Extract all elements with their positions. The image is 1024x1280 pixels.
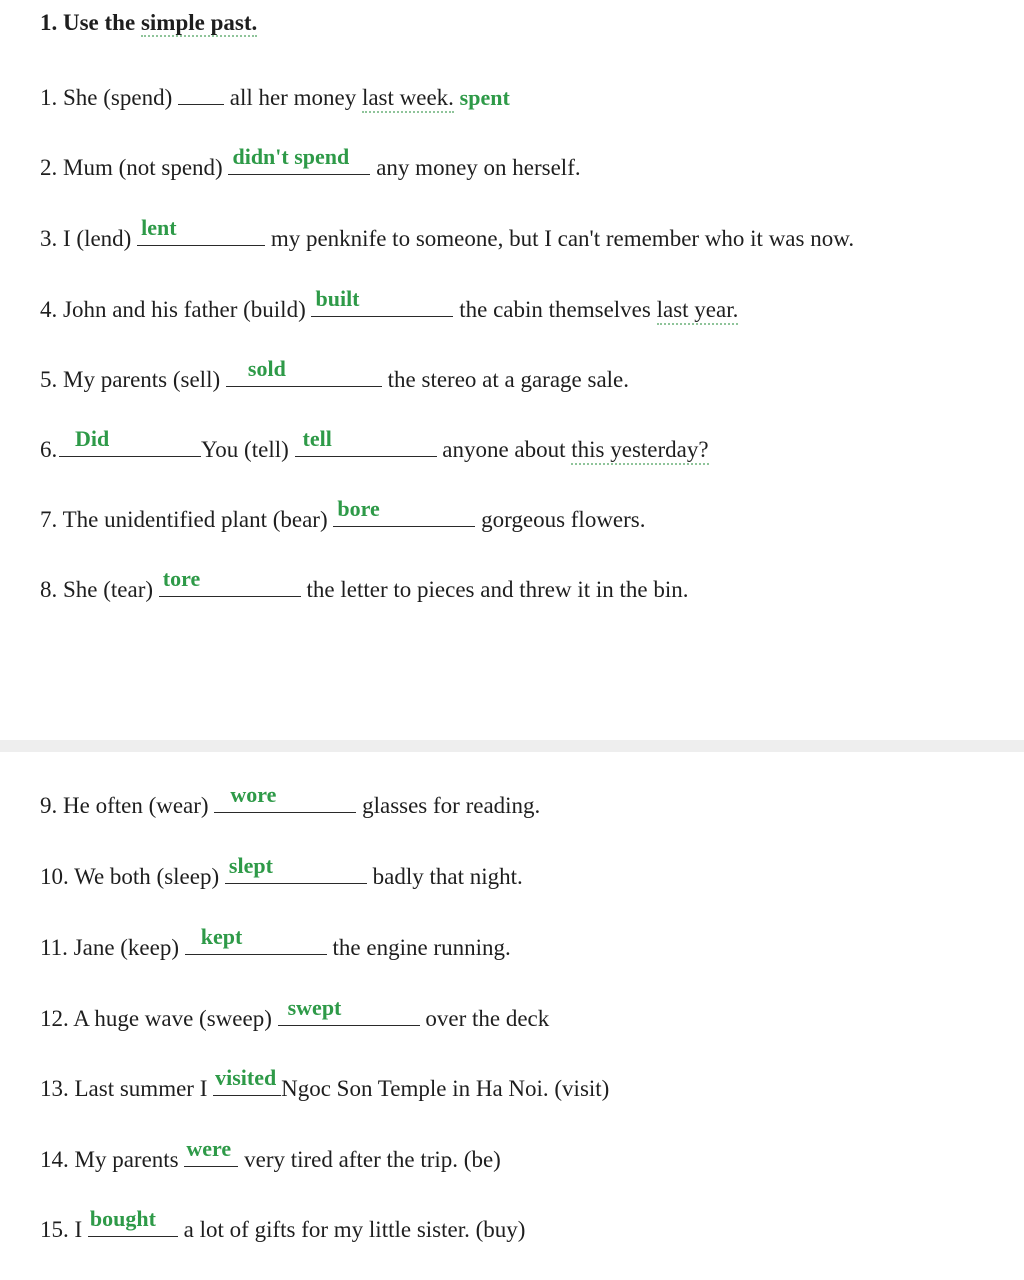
answer-text: were (186, 1136, 232, 1161)
item-text: all her money (229, 85, 357, 110)
exercise-item-2 (40, 144, 581, 192)
item-text: the cabin themselves (459, 297, 651, 322)
exercise-item-14 (40, 1136, 501, 1184)
answer-blank[interactable] (59, 426, 201, 457)
answer-text: swept (287, 995, 342, 1020)
item-number: 3. (40, 226, 58, 251)
exercise-item-7 (40, 496, 646, 544)
answer-text: tell (302, 426, 332, 451)
exercise-item-9 (40, 782, 541, 830)
answer-blank[interactable] (311, 286, 453, 317)
item-prompt: Jane (keep) (73, 935, 180, 960)
answer-blank[interactable] (178, 82, 224, 105)
answer-blank[interactable] (228, 144, 370, 175)
item-prompt: My parents (sell) (63, 367, 221, 392)
answer-text: built (315, 286, 360, 311)
answer-text: wore (230, 782, 277, 807)
item-text: glasses for reading. (362, 793, 541, 818)
answer-blank[interactable] (88, 1206, 178, 1237)
answer-blank[interactable] (278, 995, 420, 1026)
exercise-item-6 (40, 426, 709, 474)
answer-blank[interactable] (333, 496, 475, 527)
item-prompt: Mum (not spend) (63, 155, 223, 180)
answer-blank[interactable] (214, 782, 356, 813)
item-number: 6. (40, 437, 58, 462)
section-title (40, 8, 257, 48)
exercise-item-1 (40, 82, 510, 122)
answer-text: visited (215, 1065, 277, 1090)
item-prompt: He often (wear) (63, 793, 209, 818)
answer-blank[interactable] (184, 1136, 238, 1167)
section-number: 1. (40, 10, 58, 35)
exercise-item-10 (40, 853, 523, 901)
item-prompt: John and his father (build) (63, 297, 306, 322)
item-text: over the deck (425, 1006, 550, 1031)
item-text: Ngoc Son Temple in Ha Noi. (visit) (281, 1076, 610, 1101)
item-text: very tired after the trip. (be) (244, 1147, 501, 1172)
item-number: 8. (40, 577, 58, 602)
item-text: the stereo at a garage sale. (387, 367, 630, 392)
item-text: badly that night. (372, 864, 523, 889)
answer-text: bought (89, 1206, 156, 1231)
exercise-item-11 (40, 924, 511, 972)
exercise-item-4 (40, 286, 739, 334)
item-text: the engine running. (332, 935, 511, 960)
answer-blank[interactable] (137, 215, 265, 246)
item-prompt: She (spend) (63, 85, 173, 110)
item-text: anyone about (442, 437, 566, 462)
answer-text: kept (200, 924, 243, 949)
item-prompt: We both (sleep) (74, 864, 220, 889)
answer-blank[interactable] (225, 853, 367, 884)
item-number: 4. (40, 297, 58, 322)
exercise-item-12 (40, 995, 550, 1043)
item-number: 11. (40, 935, 68, 960)
item-number: 9. (40, 793, 58, 818)
answer-text: bore (337, 496, 380, 521)
answer-text: lent (141, 215, 177, 240)
item-text: the letter to pieces and threw it in the bin. (306, 577, 689, 602)
item-text: my penknife to someone, but I can't remember who it was now. (270, 226, 855, 251)
item-number: 10. (40, 864, 69, 889)
item-prompt: She (tear) (63, 577, 154, 602)
exercise-item-15 (40, 1206, 526, 1254)
answer-blank[interactable] (185, 924, 327, 955)
item-underlined-text: last year. (657, 297, 739, 325)
item-prompt: I (74, 1217, 83, 1242)
answer-text: tore (162, 566, 201, 591)
page-divider (0, 740, 1024, 752)
item-prompt: A huge wave (sweep) (73, 1006, 272, 1031)
item-prompt: You (tell) (201, 437, 289, 462)
item-prompt: My parents (74, 1147, 179, 1172)
item-number: 5. (40, 367, 58, 392)
item-number: 15. (40, 1217, 69, 1242)
exercise-item-5 (40, 356, 630, 404)
exercise-item-3 (40, 215, 855, 263)
item-number: 7. (40, 507, 58, 532)
item-number: 14. (40, 1147, 69, 1172)
answer-text: didn't spend (232, 144, 350, 169)
item-text: a lot of gifts for my little sister. (buy) (183, 1217, 526, 1242)
answer-text: sold (247, 356, 286, 381)
item-prompt: I (lend) (63, 226, 132, 251)
answer-blank[interactable] (295, 426, 437, 457)
answer-blank[interactable] (213, 1065, 281, 1096)
answer-text: Did (75, 426, 110, 451)
exercise-item-8 (40, 566, 689, 614)
section-title-text: Use the (63, 10, 141, 35)
item-underlined-text: this yesterday? (571, 437, 708, 465)
section-title-underlined: simple past. (140, 10, 258, 35)
item-number: 12. (40, 1006, 69, 1031)
answer-blank[interactable] (159, 566, 301, 597)
answer-text: spent (459, 85, 510, 110)
item-prompt: Last summer I (74, 1076, 208, 1101)
item-text: gorgeous flowers. (481, 507, 646, 532)
answer-blank[interactable] (226, 356, 382, 387)
answer-text: slept (228, 853, 273, 878)
item-number: 1. (40, 85, 58, 110)
item-prompt: The unidentified plant (bear) (62, 507, 328, 532)
item-number: 2. (40, 155, 58, 180)
item-text: any money on herself. (376, 155, 581, 180)
exercise-item-13 (40, 1065, 610, 1113)
item-number: 13. (40, 1076, 69, 1101)
item-underlined-text: last week. (362, 85, 454, 113)
